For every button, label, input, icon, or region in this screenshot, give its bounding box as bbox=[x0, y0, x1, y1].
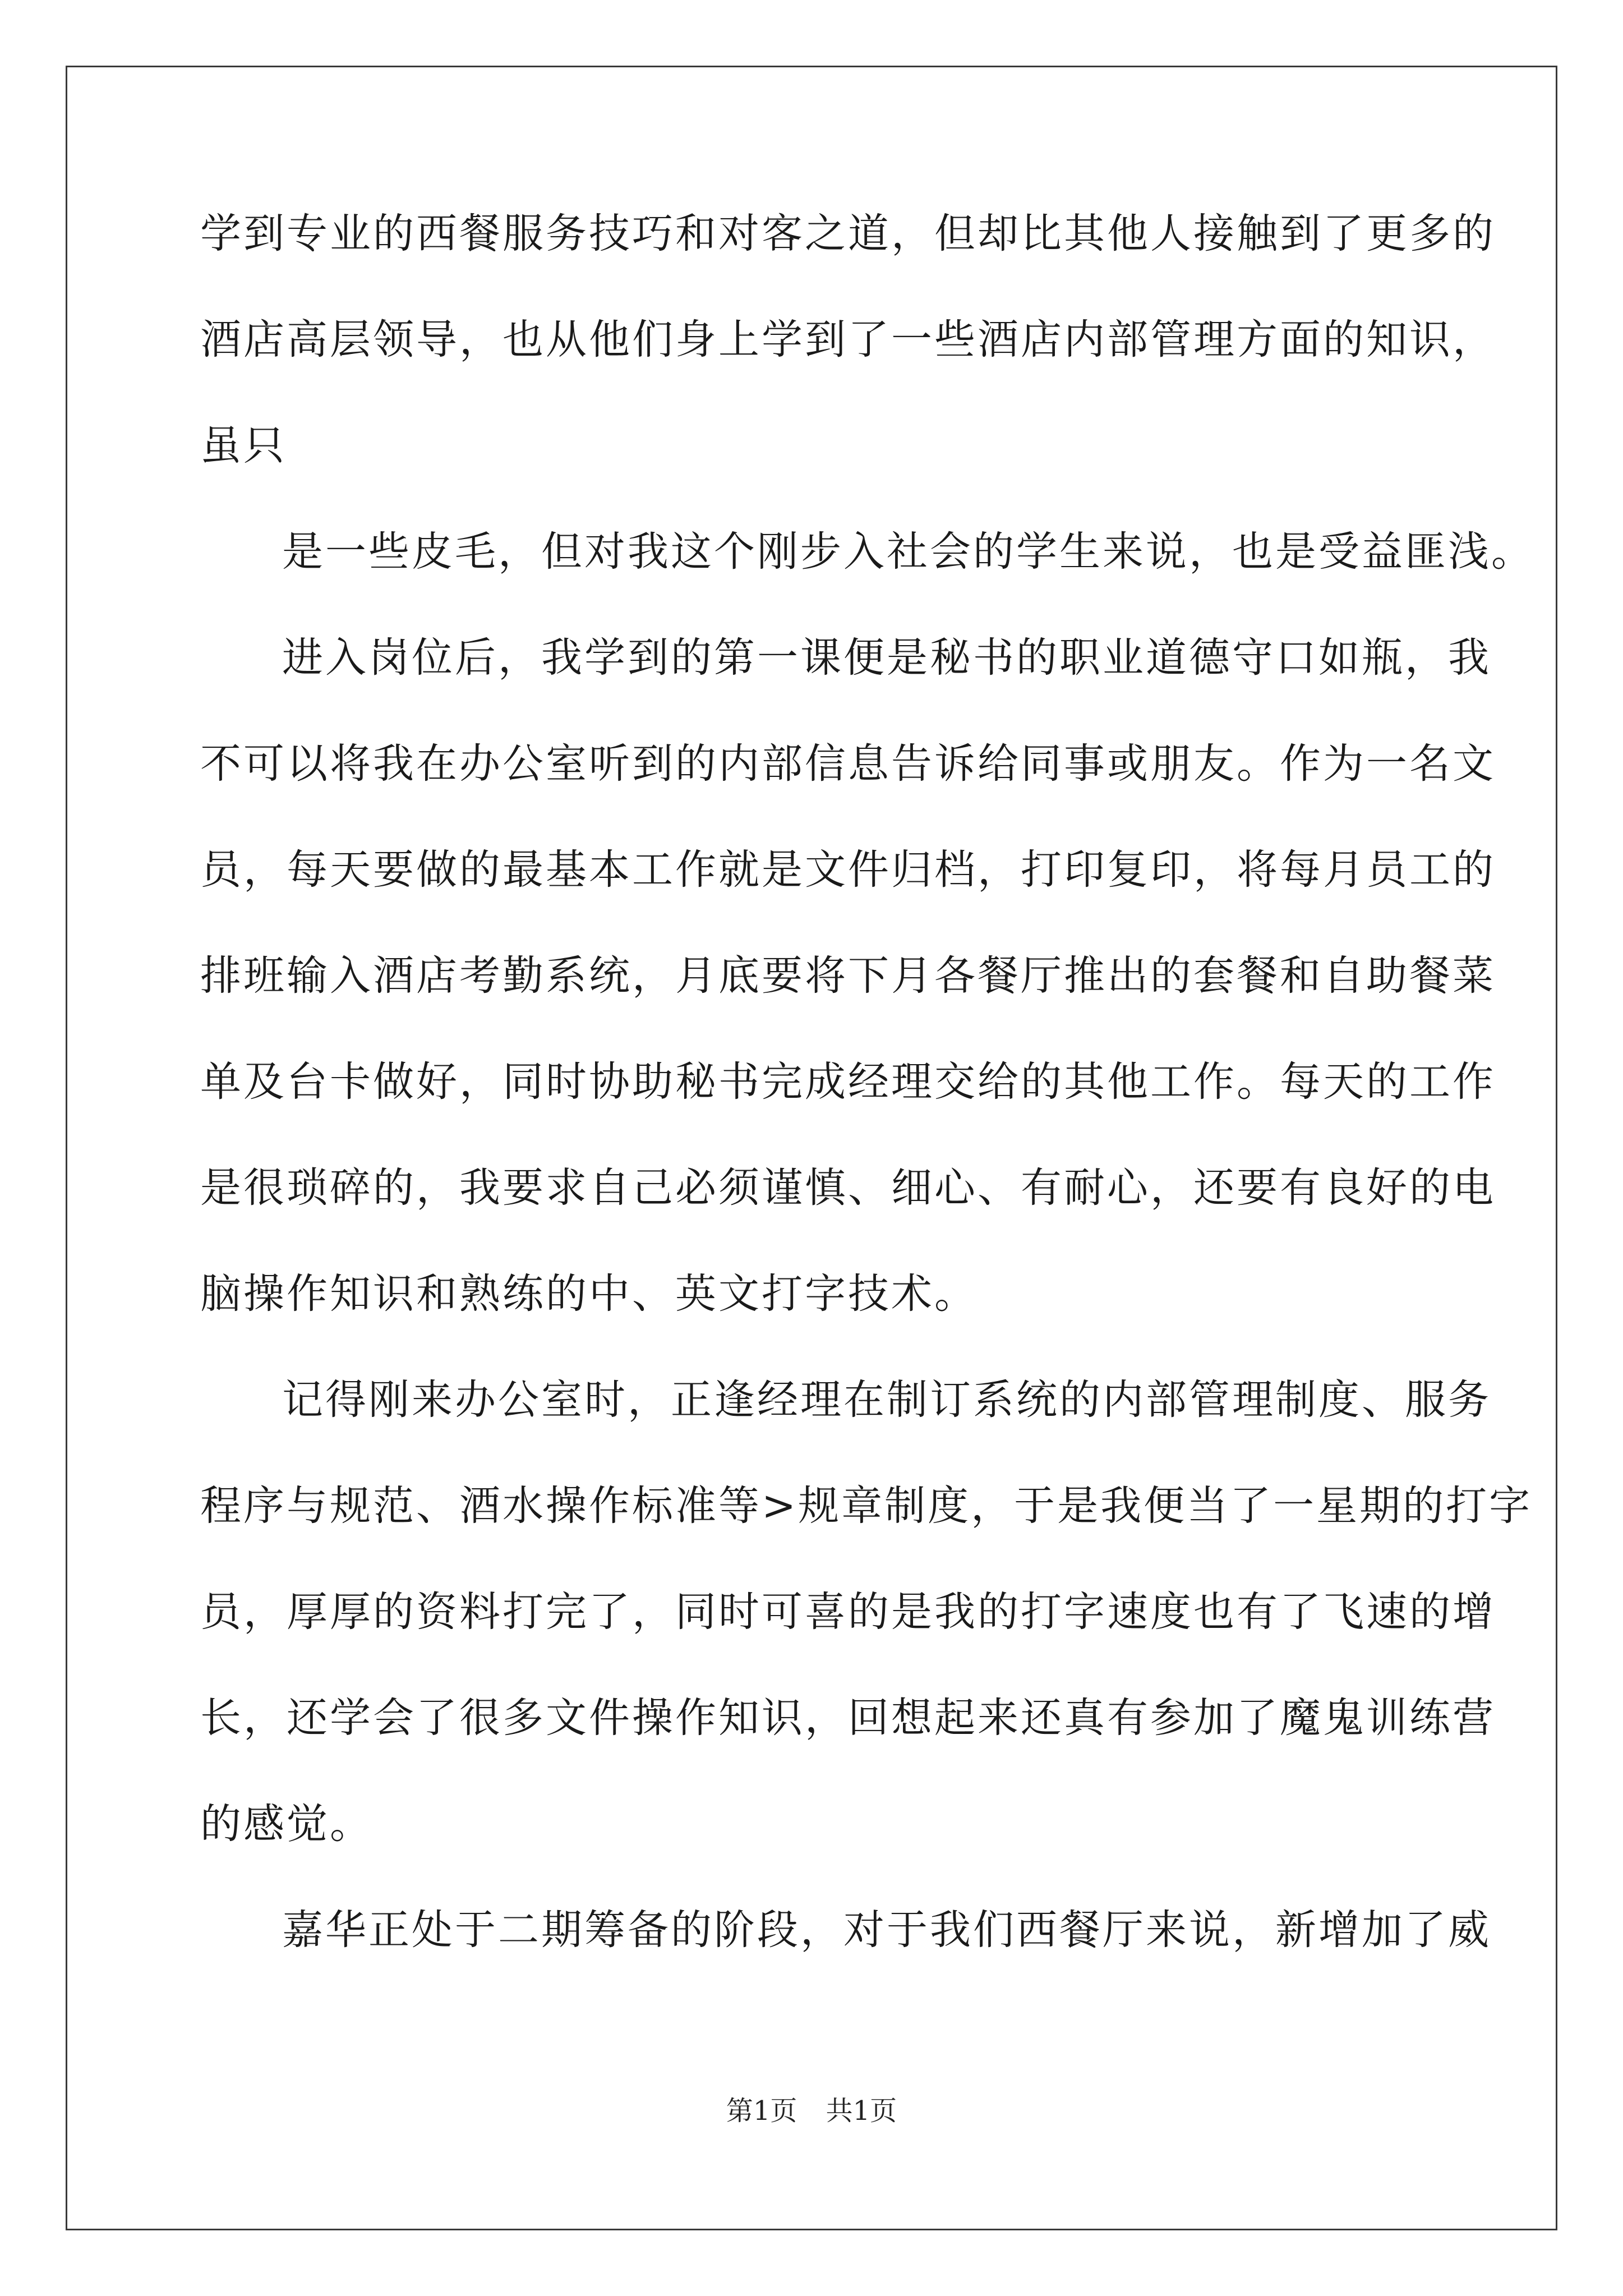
text-line: 程序与规范、酒水操作标准等>规章制度，于是我便当了一星期的打字 bbox=[200, 1482, 1533, 1530]
text-line: 虽只 bbox=[200, 422, 287, 470]
paragraph-start: 嘉华正处于二期筹备的阶段，对于我们西餐厅来说，新增加了威 bbox=[282, 1906, 1491, 1954]
page-footer bbox=[0, 2095, 1623, 2127]
text-line: 长，还学会了很多文件操作知识，回想起来还真有参加了魔鬼训练营 bbox=[200, 1694, 1496, 1742]
paragraph-start: 进入岗位后，我学到的第一课便是秘书的职业道德守口如瓶，我 bbox=[282, 634, 1491, 682]
text-line: 不可以将我在办公室听到的内部信息告诉给同事或朋友。作为一名文 bbox=[200, 740, 1496, 788]
page-total: 共1页 bbox=[826, 2095, 897, 2127]
text-line: 是一些皮毛，但对我这个刚步入社会的学生来说，也是受益匪浅。 bbox=[282, 528, 1534, 576]
text-line: 单及台卡做好，同时协助秘书完成经理交给的其他工作。每天的工作 bbox=[200, 1058, 1496, 1106]
text-line: 的感觉。 bbox=[200, 1800, 373, 1848]
paragraph-start: 记得刚来办公室时，正逢经理在制订系统的内部管理制度、服务 bbox=[282, 1376, 1491, 1424]
text-line: 学到专业的西餐服务技巧和对客之道，但却比其他人接触到了更多的 bbox=[200, 210, 1496, 257]
text-line: 排班输入酒店考勤系统，月底要将下月各餐厅推出的套餐和自助餐菜 bbox=[200, 952, 1496, 1000]
text-line: 是很琐碎的，我要求自己必须谨慎、细心、有耐心，还要有良好的电 bbox=[200, 1164, 1496, 1212]
text-line: 员，厚厚的资料打完了，同时可喜的是我的打字速度也有了飞速的增 bbox=[200, 1588, 1496, 1636]
text-line: 酒店高层领导，也从他们身上学到了一些酒店内部管理方面的知识， bbox=[200, 316, 1496, 364]
text-line: 员，每天要做的最基本工作就是文件归档，打印复印，将每月员工的 bbox=[200, 846, 1496, 894]
page-number: 第1页 bbox=[726, 2095, 797, 2127]
text-line: 脑操作知识和熟练的中、英文打字技术。 bbox=[200, 1270, 978, 1318]
